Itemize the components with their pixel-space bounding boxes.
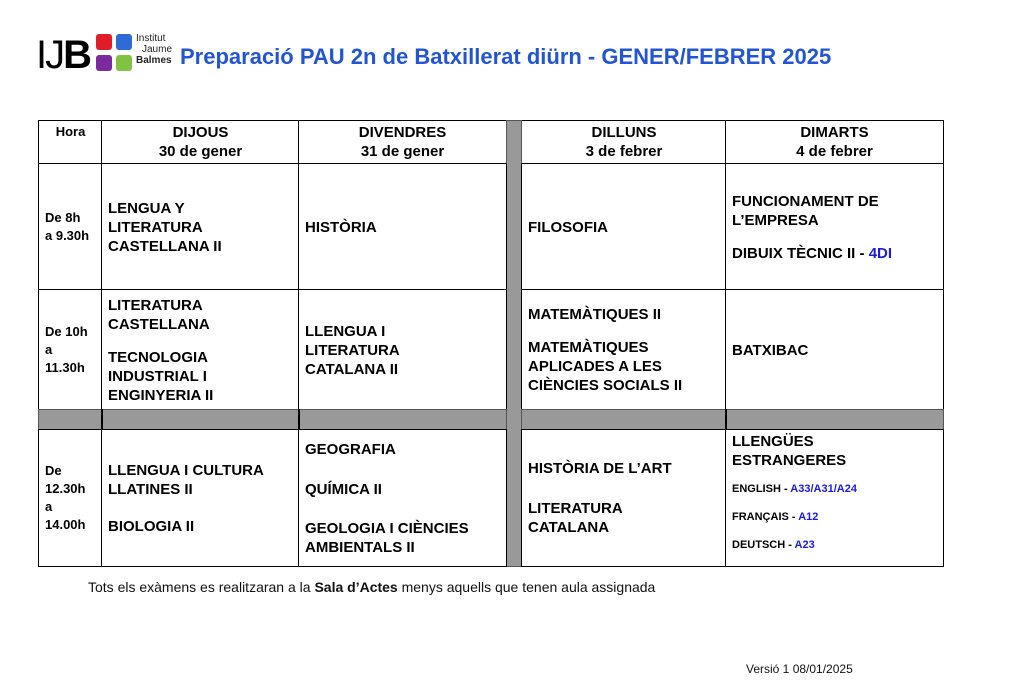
subject-line: MATEMÀTIQUES — [528, 339, 649, 356]
day-date: 3 de febrer — [585, 143, 663, 160]
day-name: DILLUNS — [591, 124, 657, 141]
exam-cell — [298, 429, 507, 567]
day-date: 30 de gener — [158, 143, 243, 160]
subject-line: CATALANA II — [305, 360, 399, 378]
logo-green-square-icon — [116, 55, 132, 71]
exam-cell — [521, 289, 727, 411]
logo-line-2: Jaume — [142, 44, 173, 55]
header-hora-label: Hora — [55, 124, 86, 139]
exam-cell — [521, 429, 727, 567]
logo-letters-light: IJ — [36, 33, 64, 77]
subject-line: CASTELLANA II — [108, 237, 222, 255]
subject-line: LLENGÜES — [732, 433, 814, 450]
exam-cell — [101, 289, 300, 411]
subject-line: LENGUA Y — [108, 199, 185, 217]
footer-text-after: menys aquells que tenen aula assignada — [401, 579, 656, 595]
logo-purple-square-icon — [96, 55, 112, 71]
subject-line: BIOLOGIA II — [108, 517, 195, 535]
header-divendres — [298, 120, 507, 165]
subject-line: DIBUIX TÈCNIC II - — [732, 244, 865, 262]
subject-line: LITERATURA — [305, 341, 400, 359]
logo-red-square-icon — [96, 34, 112, 50]
subject-line: LITERATURA — [528, 500, 623, 517]
subject-line: CATALANA — [528, 519, 610, 536]
time-line: 12.30h — [45, 481, 86, 496]
footer-note — [88, 579, 655, 595]
room-label: A33/A31/A24 — [790, 483, 857, 495]
day-date: 31 de gener — [360, 143, 445, 160]
logo-blue-square-icon — [116, 34, 132, 50]
exam-cell — [521, 163, 727, 291]
subject-with-room — [732, 244, 937, 263]
break-separator-right — [521, 409, 944, 431]
exam-cell — [725, 289, 944, 411]
header-hora — [38, 120, 103, 165]
version-label: Versió 1 08/01/2025 — [746, 662, 853, 676]
time-slot-3 — [38, 429, 103, 567]
exam-cell — [298, 163, 507, 291]
language-row — [732, 538, 937, 552]
logo-letters — [36, 34, 90, 76]
time-line: De 8h — [45, 210, 81, 225]
exam-cell — [101, 163, 300, 291]
exam-schedule-table — [38, 120, 944, 567]
subject-line: L’EMPRESA — [732, 211, 819, 229]
subject-line: INDUSTRIAL I — [108, 367, 207, 385]
header-dilluns — [521, 120, 727, 165]
time-line: a — [45, 342, 53, 357]
footer-place: Sala d’Actes — [314, 579, 398, 595]
time-line: 11.30h — [45, 360, 85, 375]
exam-cell — [298, 289, 507, 411]
exam-cell — [101, 429, 300, 567]
week-separator — [506, 120, 522, 567]
subject-line: QUÍMICA II — [305, 480, 382, 498]
subject-line: TECNOLOGIA — [108, 348, 208, 366]
room-label: A12 — [798, 511, 819, 523]
subject-line: GEOGRAFIA — [305, 440, 396, 458]
subject-line: MATEMÀTIQUES II — [528, 306, 662, 323]
subject-line: LLENGUA I CULTURA — [108, 461, 264, 479]
room-label: 4DI — [868, 244, 893, 262]
header-dimarts — [725, 120, 944, 165]
header-dijous — [101, 120, 300, 165]
subject-line: FUNCIONAMENT DE — [732, 192, 879, 210]
subject-line: HISTÒRIA — [305, 218, 377, 236]
subject-line: FILOSOFIA — [528, 218, 608, 236]
subject-line: GEOLOGIA I CIÈNCIES — [305, 519, 469, 537]
time-slot-1 — [38, 163, 103, 291]
logo-letters-bold: B — [63, 33, 91, 77]
language-name: ENGLISH - — [732, 483, 788, 495]
break-separator-left — [38, 409, 507, 431]
time-line: De — [45, 463, 62, 478]
time-line: De 10h — [45, 324, 88, 339]
logo-line-1: Institut — [136, 33, 166, 44]
subject-line: LLENGUA I — [305, 322, 386, 340]
language-name: DEUTSCH - — [732, 539, 792, 551]
time-line: 14.00h — [45, 517, 86, 532]
subject-line: HISTÒRIA DE L’ART — [528, 460, 672, 477]
subject-line: CIÈNCIES SOCIALS II — [528, 377, 683, 394]
logo-line-3: Balmes — [136, 55, 172, 66]
subject-line: LITERATURA — [108, 296, 203, 314]
page-title: Preparació PAU 2n de Batxillerat diürn - GENER/FEBRER 2025 — [180, 44, 832, 69]
time-slot-2 — [38, 289, 103, 411]
footer-text-before: Tots els exàmens es realitzaran a la — [88, 579, 311, 595]
time-line: a — [45, 499, 53, 514]
subject-line: CASTELLANA — [108, 315, 210, 333]
day-name: DIVENDRES — [358, 124, 447, 141]
day-date: 4 de febrer — [796, 143, 873, 160]
exam-cell — [725, 163, 944, 291]
logo-text — [136, 33, 172, 66]
subject-line: LITERATURA — [108, 218, 203, 236]
language-row — [732, 482, 937, 496]
language-name: FRANÇAIS - — [732, 511, 796, 523]
subject-line: BATXIBAC — [732, 341, 809, 359]
subject-line: ESTRANGERES — [732, 452, 847, 469]
exam-cell — [725, 429, 944, 567]
subject-line: LLATINES II — [108, 480, 193, 498]
day-name: DIJOUS — [172, 124, 229, 141]
subject-line: ENGINYERIA II — [108, 386, 214, 404]
subject-line: AMBIENTALS II — [305, 538, 415, 556]
subject-line: APLICADES A LES — [528, 358, 662, 375]
day-name: DIMARTS — [800, 124, 869, 141]
room-label: A23 — [794, 539, 815, 551]
time-line: a 9.30h — [45, 228, 90, 243]
institute-logo — [36, 34, 180, 76]
language-row — [732, 510, 937, 524]
